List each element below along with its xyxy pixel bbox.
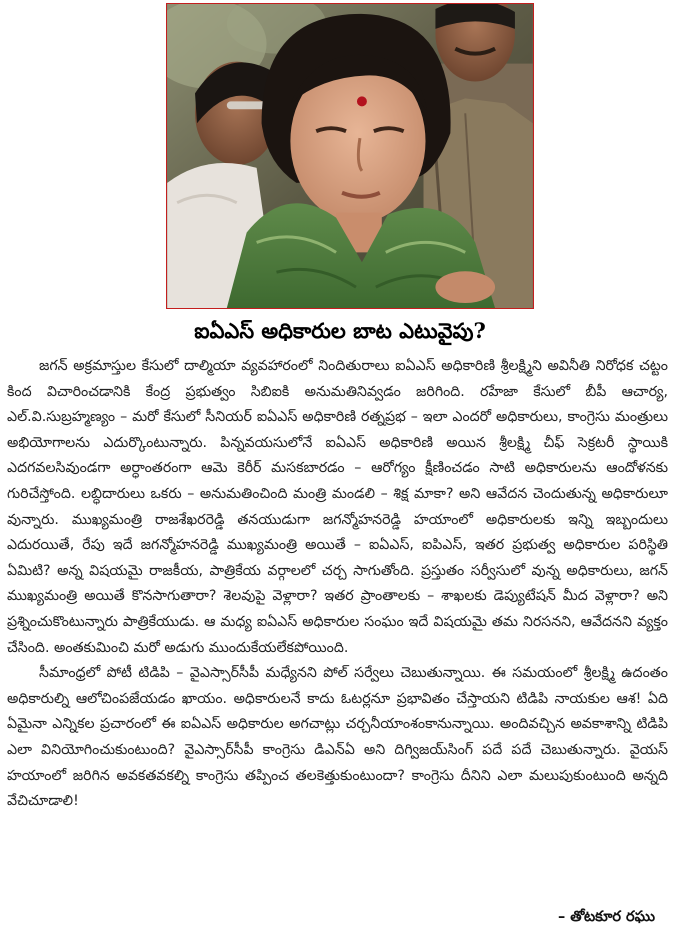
article-body: [7, 354, 668, 815]
article-byline: – తోటకూర రఘు: [557, 909, 655, 925]
photo-illustration: [167, 4, 533, 308]
article-headline: ఐఏఎస్ అధికారుల బాట ఎటువైపు?: [194, 318, 486, 343]
article-paragraph: జగన్ అక్రమాస్తుల కేసులో దాల్మియా వ్యవహారంలో నిందితురాలు ఐఏఎస్ అధికారిణి శ్రీలక్ష్మిని అవినీతి నిరోధక చట్టం కింద విచారించడానికి కేంద్ర ప్రభుత్వం సిబిఐకి అనుమతినివ్వడం జరిగింది. రహేజా కేసులో బీపీ ఆచార్య, ఎల్.వి.సుబ్రహ్మణ్యం – మరో కేసులో సీనియర్ ఐఏఎస్ అధికారిణి రత్నప్రభ – ఇలా ఎందరో అధికారులు, కాంగ్రెసు మంత్రులు అభియోగాలను ఎదుర్కొంటున్నారు. పిన్నవయసులోనే ఐఏఎస్ అధికారిణి అయిన శ్రీలక్ష్మి చీఫ్ సెక్రటరీ స్థాయికి ఎదగవలసివుండగా అర్ధాంతరంగా ఆమె కెరీర్ మసకబారడం – ఆరోగ్యం క్షీణించడం సాటి అధికారులను ఆందోళనకు గురిచేస్తోంది. లబ్ధిదారులు ఒకరు – అనుమతించింది మంత్రి మండలి – శిక్ష మాకా? అని ఆవేదన చెందుతున్న అధికారులూ వున్నారు. ముఖ్యమంత్రి రాజశేఖరరెడ్డి తనయుడుగా జగన్మోహనరెడ్డి హయాంలో అధికారులకు ఇన్ని ఇబ్బందులు ఎదురయితే, రేపు ఇదే జగన్మోహనరెడ్డి ముఖ్యమంత్రి అయితే – ఐఏఎస్, ఐపిఎస్, ఇతర ప్రభుత్వ అధికారుల పరిస్థితి ఏమిటి? అన్న విషయమై రాజకీయ, పాత్రికేయ వర్గాలలో చర్చ సాగుతోంది. ప్రస్తుతం సర్వీసులో వున్న అధికారులు, జగన్ ముఖ్యమంత్రి అయితే కొనసాగుతారా? శెలవుపై వెళ్లారా? ఇతర ప్రాంతాలకు – శాఖలకు డెప్యుటేషన్ మీద వెళ్లారా? అని ప్రశ్నించుకొంటున్నారు పాత్రికేయుడు. ఆ మధ్య ఐఏఎస్ అధికారుల సంఘం ఇదే విషయమై తమ నిరసనని, ఆవేదనని వ్యక్తం చేసింది. అంతకుమించి మరో అడుగు ముందుకేయలేకపోయింది.: [7, 358, 668, 656]
article-photo: [166, 3, 534, 309]
article-paragraph: సీమాంధ్రలో పోటీ టిడిపి – వైఎస్సార్‌సీపీ మధ్యేనని పోల్ సర్వేలు చెబుతున్నాయి. ఈ సమయంలో శ్రీలక్ష్మి ఉదంతం అధికారుల్ని ఆలోచింపజేయడం ఖాయం. అధికారులనే కాదు ఓటర్లనూ ప్రభావితం చేస్తాయని టిడిపి నాయకుల ఆశ! ఏది ఏమైనా ఎన్నికల ప్రచారంలో ఈ ఐఏఎస్ అధికారుల అగచాట్లు చర్చనీయాంశంకానున్నాయి. అందివచ్చిన అవకాశాన్ని టిడిపి ఎలా వినియోగించుకుంటుంది? వైఎస్సార్‌సీపీ కాంగ్రెసు డిఎన్ఏ అని దిగ్విజయ్‌సింగ్ పదే పదే చెబుతున్నారు. వైయస్ హయాంలో జరిగిన అవకతవకల్ని కాంగ్రెసు తప్పించ తలకెత్తుకుంటుందా? కాంగ్రెసు దీనిని ఎలా మలుపుకుంటుంది అన్నది వేచిచూడాలి!: [7, 665, 668, 810]
